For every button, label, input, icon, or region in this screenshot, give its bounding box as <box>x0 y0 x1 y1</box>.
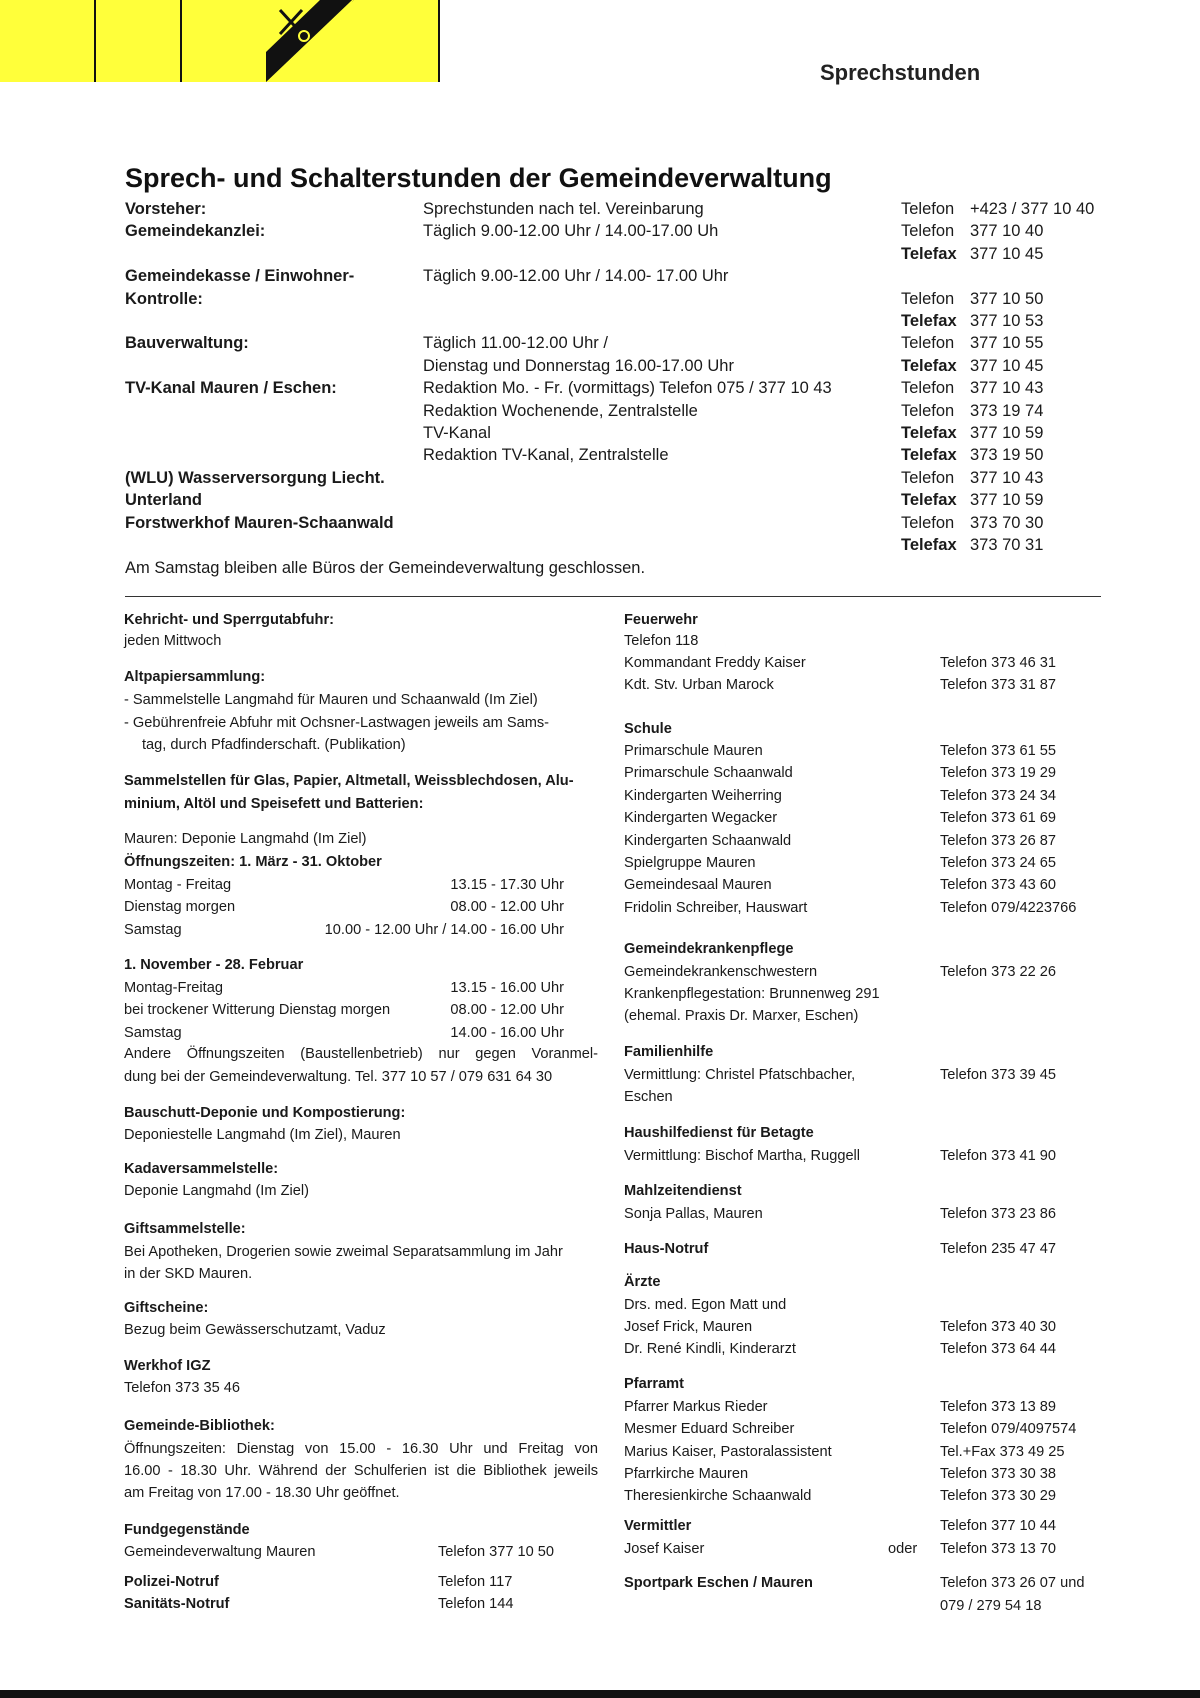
office-label: Forstwerkhof Mauren-Schaanwald <box>125 513 394 532</box>
fund-phone: Telefon 377 10 50 <box>438 1544 555 1560</box>
list-phone: Telefon 373 30 29 <box>940 1488 1057 1505</box>
vermittler-title: Vermittler <box>624 1518 692 1534</box>
feuerwehr-tel: Telefon 118 <box>624 633 699 649</box>
list-phone: Telefon 373 43 60 <box>940 877 1057 894</box>
sport-title: Sportpark Eschen / Mauren <box>624 1575 813 1591</box>
municipal-crest-icon <box>266 0 354 82</box>
familie-text: Vermittlung: Christel Pfatschbacher, <box>624 1067 856 1083</box>
office-label: (WLU) Wasserversorgung Liecht. <box>125 468 385 487</box>
office-label: Unterland <box>125 491 203 510</box>
hours-time: 08.00 - 12.00 Uhr <box>450 899 564 916</box>
kranken-text: Gemeindekrankenschwestern <box>624 964 818 980</box>
header-divider <box>180 0 182 82</box>
fund-title: Fundgegenstände <box>124 1522 250 1538</box>
phone-number: 377 10 45 <box>970 356 1044 375</box>
list-phone: Telefon 373 24 34 <box>940 787 1057 804</box>
haushilfe-title: Haushilfedienst für Betagte <box>624 1125 814 1141</box>
phone-number: 377 10 50 <box>970 289 1044 308</box>
office-hours: Täglich 9.00-12.00 Uhr / 14.00- 17.00 Uhr <box>423 267 729 286</box>
phone-type: Telefax <box>901 536 957 554</box>
other-hours-line: dung bei der Gemeindeverwaltung. Tel. 377 10 57 / 079 631 64 30 <box>124 1069 553 1085</box>
phone-number: 377 10 59 <box>970 424 1044 442</box>
office-label: Vorsteher: <box>125 200 207 218</box>
office-hours: Redaktion TV-Kanal, Zentralstelle <box>423 446 669 465</box>
aerzte-text: Josef Frick, Mauren <box>624 1319 753 1335</box>
aerzte-text: Dr. René Kindli, Kinderarzt <box>624 1341 796 1357</box>
phone-type: Telefax <box>901 312 957 330</box>
sammel-title: minium, Altöl und Speisefett und Batterien: <box>124 796 424 812</box>
aerzte-title: Ärzte <box>624 1274 661 1290</box>
kranken-text: Krankenpflegestation: Brunnenweg 291 <box>624 986 880 1002</box>
office-hours: Dienstag und Donnerstag 16.00-17.00 Uhr <box>423 356 734 375</box>
bib-text: am Freitag von 17.00 - 18.30 Uhr geöffnet. <box>124 1485 400 1501</box>
schule-title: Schule <box>624 721 672 737</box>
office-hours: Sprechstunden nach tel. Vereinbarung <box>423 200 704 218</box>
list-phone: Telefon 373 13 89 <box>940 1399 1057 1415</box>
giftscheine-text: Bezug beim Gewässerschutzamt, Vaduz <box>124 1322 386 1338</box>
altpapier-line: tag, durch Pfadfinderschaft. (Publikation) <box>142 737 406 753</box>
vermittler-name: Josef Kaiser <box>624 1541 705 1557</box>
mahl-title: Mahlzeitendienst <box>624 1183 742 1199</box>
hours-day: bei trockener Witterung Dienstag morgen <box>124 1002 391 1019</box>
phone-number: 373 19 74 <box>970 401 1044 420</box>
list-phone: Telefon 373 19 29 <box>940 765 1057 782</box>
bauschutt-title: Bauschutt-Deponie und Kompostierung: <box>124 1105 406 1121</box>
altpapier-line: - Gebührenfreie Abfuhr mit Ochsner-Lastwagen jeweils am Sams- <box>124 715 550 731</box>
polizei-phone: Telefon 117 <box>438 1574 513 1590</box>
office-label: Gemeindekanzlei: <box>125 222 266 241</box>
divider <box>125 596 1101 597</box>
gift-title: Giftsammelstelle: <box>124 1221 246 1237</box>
section-title: Sprechstunden <box>820 60 981 85</box>
phone-number: +423 / 377 10 40 <box>970 200 1095 218</box>
sanitaet-phone: Telefon 144 <box>438 1596 514 1612</box>
list-phone: Telefon 373 30 38 <box>940 1465 1057 1482</box>
bib-title: Gemeinde-Bibliothek: <box>124 1418 275 1434</box>
list-item: Kdt. Stv. Urban Marock <box>624 677 774 694</box>
list-item: Mesmer Eduard Schreiber <box>624 1421 795 1438</box>
phone-number: 377 10 53 <box>970 312 1044 330</box>
phone-type: Telefon <box>901 379 955 398</box>
list-item: Primarschule Schaanwald <box>624 765 793 782</box>
phone-number: 373 19 50 <box>970 446 1044 465</box>
header-band <box>0 0 440 82</box>
werkhof-text: Telefon 373 35 46 <box>124 1380 241 1396</box>
hours-time: 14.00 - 16.00 Uhr <box>450 1024 564 1041</box>
haushilfe-phone: Telefon 373 41 90 <box>940 1148 1057 1164</box>
office-label: Bauverwaltung: <box>125 334 249 353</box>
header-divider <box>438 0 440 82</box>
giftscheine-title: Giftscheine: <box>124 1300 209 1316</box>
office-label: Gemeindekasse / Einwohner- <box>125 267 355 286</box>
sport-phone: Telefon 373 26 07 und <box>940 1575 1085 1591</box>
list-phone: Telefon 373 61 69 <box>940 810 1057 827</box>
hours-day: Montag-Freitag <box>124 980 223 996</box>
feuerwehr-title: Feuerwehr <box>624 612 698 628</box>
sanitaet-label: Sanitäts-Notruf <box>124 1596 230 1612</box>
kadaver-text: Deponie Langmahd (Im Ziel) <box>124 1183 309 1199</box>
bib-text: 16.00 - 18.30 Uhr. Während der Schulferien ist die Bibliothek jeweils <box>124 1463 598 1479</box>
list-phone: Telefon 373 61 55 <box>940 743 1057 759</box>
phone-number: 373 70 30 <box>970 513 1044 532</box>
hours-time: 13.15 - 17.30 Uhr <box>450 877 564 893</box>
list-item: Kindergarten Weiherring <box>624 787 782 804</box>
page-title: Sprech- und Schalterstunden der Gemeindeverwaltung <box>125 163 832 193</box>
office-label: TV-Kanal Mauren / Eschen: <box>125 379 337 398</box>
vermittler-phone: Telefon 373 13 70 <box>940 1541 1057 1557</box>
list-phone: Telefon 373 26 87 <box>940 832 1057 849</box>
list-item: Pfarrer Markus Rieder <box>624 1399 768 1415</box>
notruf-title: Haus-Notruf <box>624 1241 709 1257</box>
phone-type: Telefax <box>901 244 957 263</box>
office-hours: Redaktion Mo. - Fr. (vormittags) Telefon 075 / 377 10 43 <box>423 379 832 398</box>
hours-time: 08.00 - 12.00 Uhr <box>450 1002 564 1019</box>
list-item: Theresienkirche Schaanwald <box>624 1488 812 1505</box>
vermittler-oder: oder <box>888 1541 918 1557</box>
gift-text: in der SKD Mauren. <box>124 1266 253 1282</box>
bib-text: Öffnungszeiten: Dienstag von 15.00 - 16.30 Uhr und Freitag von <box>124 1441 598 1457</box>
other-hours-line: Andere Öffnungszeiten (Baustellenbetrieb) nur gegen Voranmel- <box>124 1046 598 1062</box>
closed-note: Am Samstag bleiben alle Büros der Gemeindeverwaltung geschlossen. <box>125 559 646 577</box>
header-divider <box>94 0 96 82</box>
phone-type: Telefon <box>901 200 955 218</box>
bottom-border <box>0 1690 1200 1698</box>
aerzte-text: Drs. med. Egon Matt und <box>624 1297 787 1313</box>
list-item: Kindergarten Schaanwald <box>624 832 792 849</box>
phone-number: 377 10 40 <box>970 222 1044 241</box>
kranken-text: (ehemal. Praxis Dr. Marxer, Eschen) <box>624 1008 859 1024</box>
list-item: Fridolin Schreiber, Hauswart <box>624 899 808 916</box>
pfarr-title: Pfarramt <box>624 1376 685 1392</box>
kehricht-text: jeden Mittwoch <box>124 633 222 649</box>
phone-type: Telefax <box>901 424 957 442</box>
vermittler-phone: Telefon 377 10 44 <box>940 1518 1057 1534</box>
sammel-title: Sammelstellen für Glas, Papier, Altmetall, Weissblechdosen, Alu- <box>124 773 574 789</box>
list-phone: Tel.+Fax 373 49 25 <box>940 1443 1065 1460</box>
list-item: Pfarrkirche Mauren <box>624 1465 749 1482</box>
gift-text: Bei Apotheken, Drogerien sowie zweimal Separatsammlung im Jahr <box>124 1244 563 1260</box>
sammel-place: Mauren: Deponie Langmahd (Im Ziel) <box>124 831 367 847</box>
familie-phone: Telefon 373 39 45 <box>940 1067 1057 1083</box>
phone-number: 373 70 31 <box>970 536 1044 554</box>
werkhof-title: Werkhof IGZ <box>124 1358 211 1374</box>
winter-title: 1. November - 28. Februar <box>124 957 304 973</box>
list-item: Gemeindesaal Mauren <box>624 877 772 894</box>
phone-type: Telefon <box>901 513 955 532</box>
hours-day: Samstag <box>124 1024 182 1041</box>
hours-day: Montag - Freitag <box>124 877 232 893</box>
aerzte-phone: Telefon 373 40 30 <box>940 1319 1057 1335</box>
familie-text: Eschen <box>624 1089 673 1105</box>
hours-day: Samstag <box>124 921 182 938</box>
phone-type: Telefon <box>901 334 955 353</box>
hours-time: 10.00 - 12.00 Uhr / 14.00 - 16.00 Uhr <box>324 921 564 938</box>
kadaver-title: Kadaversammelstelle: <box>124 1161 279 1177</box>
phone-type: Telefon <box>901 222 955 241</box>
mahl-phone: Telefon 373 23 86 <box>940 1206 1057 1222</box>
list-item: Kindergarten Wegacker <box>624 810 778 827</box>
mahl-text: Sonja Pallas, Mauren <box>624 1206 763 1222</box>
office-hours: Täglich 11.00-12.00 Uhr / <box>423 334 608 353</box>
aerzte-phone: Telefon 373 64 44 <box>940 1341 1057 1357</box>
phone-number: 377 10 59 <box>970 491 1044 510</box>
list-item: Marius Kaiser, Pastoralassistent <box>624 1443 832 1460</box>
list-item: Kommandant Freddy Kaiser <box>624 655 806 671</box>
notruf-phone: Telefon 235 47 47 <box>940 1241 1057 1257</box>
altpapier-title: Altpapiersammlung: <box>124 669 266 685</box>
hours-day: Dienstag morgen <box>124 899 236 916</box>
office-hours: Täglich 9.00-12.00 Uhr / 14.00-17.00 Uh <box>423 222 719 241</box>
haushilfe-text: Vermittlung: Bischof Martha, Ruggell <box>624 1148 861 1164</box>
phone-number: 377 10 55 <box>970 334 1044 353</box>
polizei-label: Polizei-Notruf <box>124 1574 219 1590</box>
phone-number: 377 10 45 <box>970 244 1044 263</box>
bauschutt-text: Deponiestelle Langmahd (Im Ziel), Mauren <box>124 1127 401 1143</box>
list-phone: Telefon 373 31 87 <box>940 677 1057 694</box>
phone-number: 377 10 43 <box>970 468 1044 487</box>
hours-time: 13.15 - 16.00 Uhr <box>450 980 564 996</box>
list-phone: Telefon 079/4097574 <box>940 1421 1077 1438</box>
phone-number: 377 10 43 <box>970 379 1044 398</box>
office-label: Kontrolle: <box>125 289 203 308</box>
list-phone: Telefon 373 24 65 <box>940 855 1057 871</box>
familie-title: Familienhilfe <box>624 1044 714 1060</box>
office-hours: TV-Kanal <box>423 424 491 442</box>
phone-type: Telefon <box>901 289 955 308</box>
phone-type: Telefax <box>901 446 957 465</box>
phone-type: Telefon <box>901 468 955 487</box>
list-item: Spielgruppe Mauren <box>624 855 756 871</box>
kranken-phone: Telefon 373 22 26 <box>940 964 1057 980</box>
list-phone: Telefon 373 46 31 <box>940 655 1057 671</box>
list-phone: Telefon 079/4223766 <box>940 899 1077 916</box>
list-item: Primarschule Mauren <box>624 743 763 759</box>
phone-type: Telefax <box>901 356 957 375</box>
office-hours: Redaktion Wochenende, Zentralstelle <box>423 401 698 420</box>
kranken-title: Gemeindekrankenpflege <box>624 941 794 957</box>
altpapier-line: - Sammelstelle Langmahd für Mauren und Schaanwald (Im Ziel) <box>124 692 538 708</box>
sport-phone: 079 / 279 54 18 <box>940 1598 1042 1614</box>
phone-type: Telefon <box>901 401 955 420</box>
summer-title: Öffnungszeiten: 1. März - 31. Oktober <box>124 854 382 870</box>
fund-text: Gemeindeverwaltung Mauren <box>124 1544 316 1560</box>
phone-type: Telefax <box>901 491 957 510</box>
kehricht-title: Kehricht- und Sperrgutabfuhr: <box>124 612 334 628</box>
